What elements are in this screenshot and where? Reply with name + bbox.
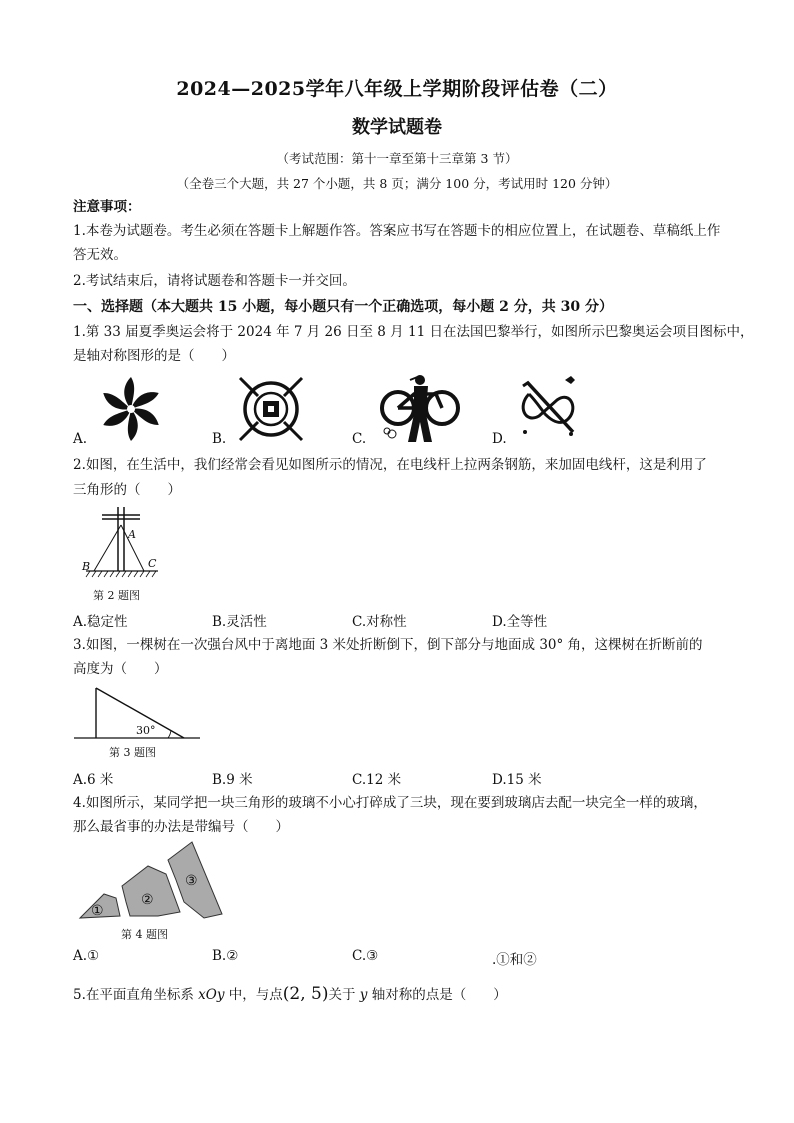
question-2-stem: 2.如图，在生活中，我们经常会看见如图所示的情况，在电线杆上拉两条钢筋，来加固电线杆，这是利用了 (73, 457, 707, 473)
question-5-prefix: 5.在平面直角坐标系 (73, 987, 199, 1003)
piece-label-1: ① (91, 903, 104, 919)
question-2-option-a[interactable]: A.稳定性 (73, 614, 128, 630)
angle-label: 30° (136, 724, 156, 737)
figure-caption-4: 第 4 题图 (121, 928, 168, 941)
pinwheel-icon (96, 374, 166, 444)
notes-heading: 注意事项： (73, 199, 141, 215)
piece-label-2: ② (141, 892, 154, 908)
question-5-plane-name: xOy (198, 987, 225, 1003)
question-1-option-a[interactable]: A. (73, 431, 88, 447)
question-4-option-d[interactable]: .①和② (492, 952, 537, 968)
question-5-axis: y (359, 987, 368, 1003)
question-4-option-c[interactable]: C.③ (352, 948, 379, 964)
question-1-stem-cont: 是轴对称图形的是（ ） (73, 348, 235, 364)
notes-item-2: 2.考试结束后，请将试题卷和答题卡一并交回。 (73, 273, 356, 289)
figure-label-a: A (128, 528, 136, 541)
question-4-stem-cont: 那么最省事的办法是带编号（ ） (73, 819, 289, 835)
question-3-option-c[interactable]: C.12 米 (352, 772, 402, 788)
section-heading: 一、选择题（本大题共 15 小题，每小题只有一个正确选项，每小题 2 分，共 30 分） (73, 299, 613, 315)
question-5-point: (2, 5) (282, 984, 329, 1004)
question-1-stem: 1.第 33 届夏季奥运会将于 2024 年 7 月 26 日至 8 月 11 日在法国巴黎举行，如图所示巴黎奥运会项目图标中， (73, 324, 754, 340)
question-3-stem-cont: 高度为（ ） (73, 661, 168, 677)
notes-item-1: 1.本卷为试题卷。考生必须在答题卡上解题作答。答案应书写在答题卡的相应位置上，在试题卷、草稿纸上作答无效。 (73, 223, 721, 263)
question-2-stem-cont: 三角形的（ ） (73, 482, 181, 498)
question-5-mid: 中，与点 (224, 987, 283, 1003)
skateboard-infinity-icon (515, 374, 581, 440)
question-2-option-d[interactable]: D.全等性 (492, 614, 548, 630)
exam-subtitle: 数学试题卷 (352, 117, 442, 138)
question-5-suffix: 轴对称的点是（ ） (367, 987, 507, 1003)
question-5-stem (73, 980, 507, 1010)
figure-label-b: B (82, 560, 91, 573)
exam-title: 2024—2025学年八年级上学期阶段评估卷（二） (176, 78, 618, 100)
piece-label-3: ③ (185, 873, 198, 889)
figure-caption-3: 第 3 题图 (109, 746, 156, 759)
question-1-option-c[interactable]: C. (352, 431, 367, 447)
figure-caption-2: 第 2 题图 (93, 589, 140, 602)
exam-info: （全卷三个大题，共 27 个小题，共 8 页；满分 100 分，考试用时 120 分钟） (176, 176, 618, 191)
question-1-option-b[interactable]: B. (212, 431, 227, 447)
figure-label-c: C (148, 557, 157, 570)
question-3-option-d[interactable]: D.15 米 (492, 772, 542, 788)
question-2-option-c[interactable]: C.对称性 (352, 614, 407, 630)
question-4-option-a[interactable]: A.① (73, 948, 100, 964)
question-2-option-b[interactable]: B.灵活性 (212, 614, 267, 630)
question-3-option-b[interactable]: B.9 米 (212, 772, 253, 788)
utility-pole-figure (80, 503, 170, 583)
exam-scope: （考试范围：第十一章至第十三章第 3 节） (276, 151, 518, 166)
target-icon (238, 376, 304, 442)
question-4-stem: 4.如图所示，某同学把一块三角形的玻璃不小心打碎成了三块，现在要到玻璃店去配一块完全一样的玻璃， (73, 795, 707, 811)
question-3-option-a[interactable]: A.6 米 (73, 772, 114, 788)
question-4-option-b[interactable]: B.② (212, 948, 239, 964)
cyclist-icon (376, 374, 464, 446)
question-1-option-d[interactable]: D. (492, 431, 507, 447)
question-5-mid2: 关于 (328, 987, 360, 1003)
question-3-stem: 3.如图，一棵树在一次强台风中于离地面 3 米处折断倒下，倒下部分与地面成 30° 角，这棵树在折断前的 (73, 637, 703, 653)
